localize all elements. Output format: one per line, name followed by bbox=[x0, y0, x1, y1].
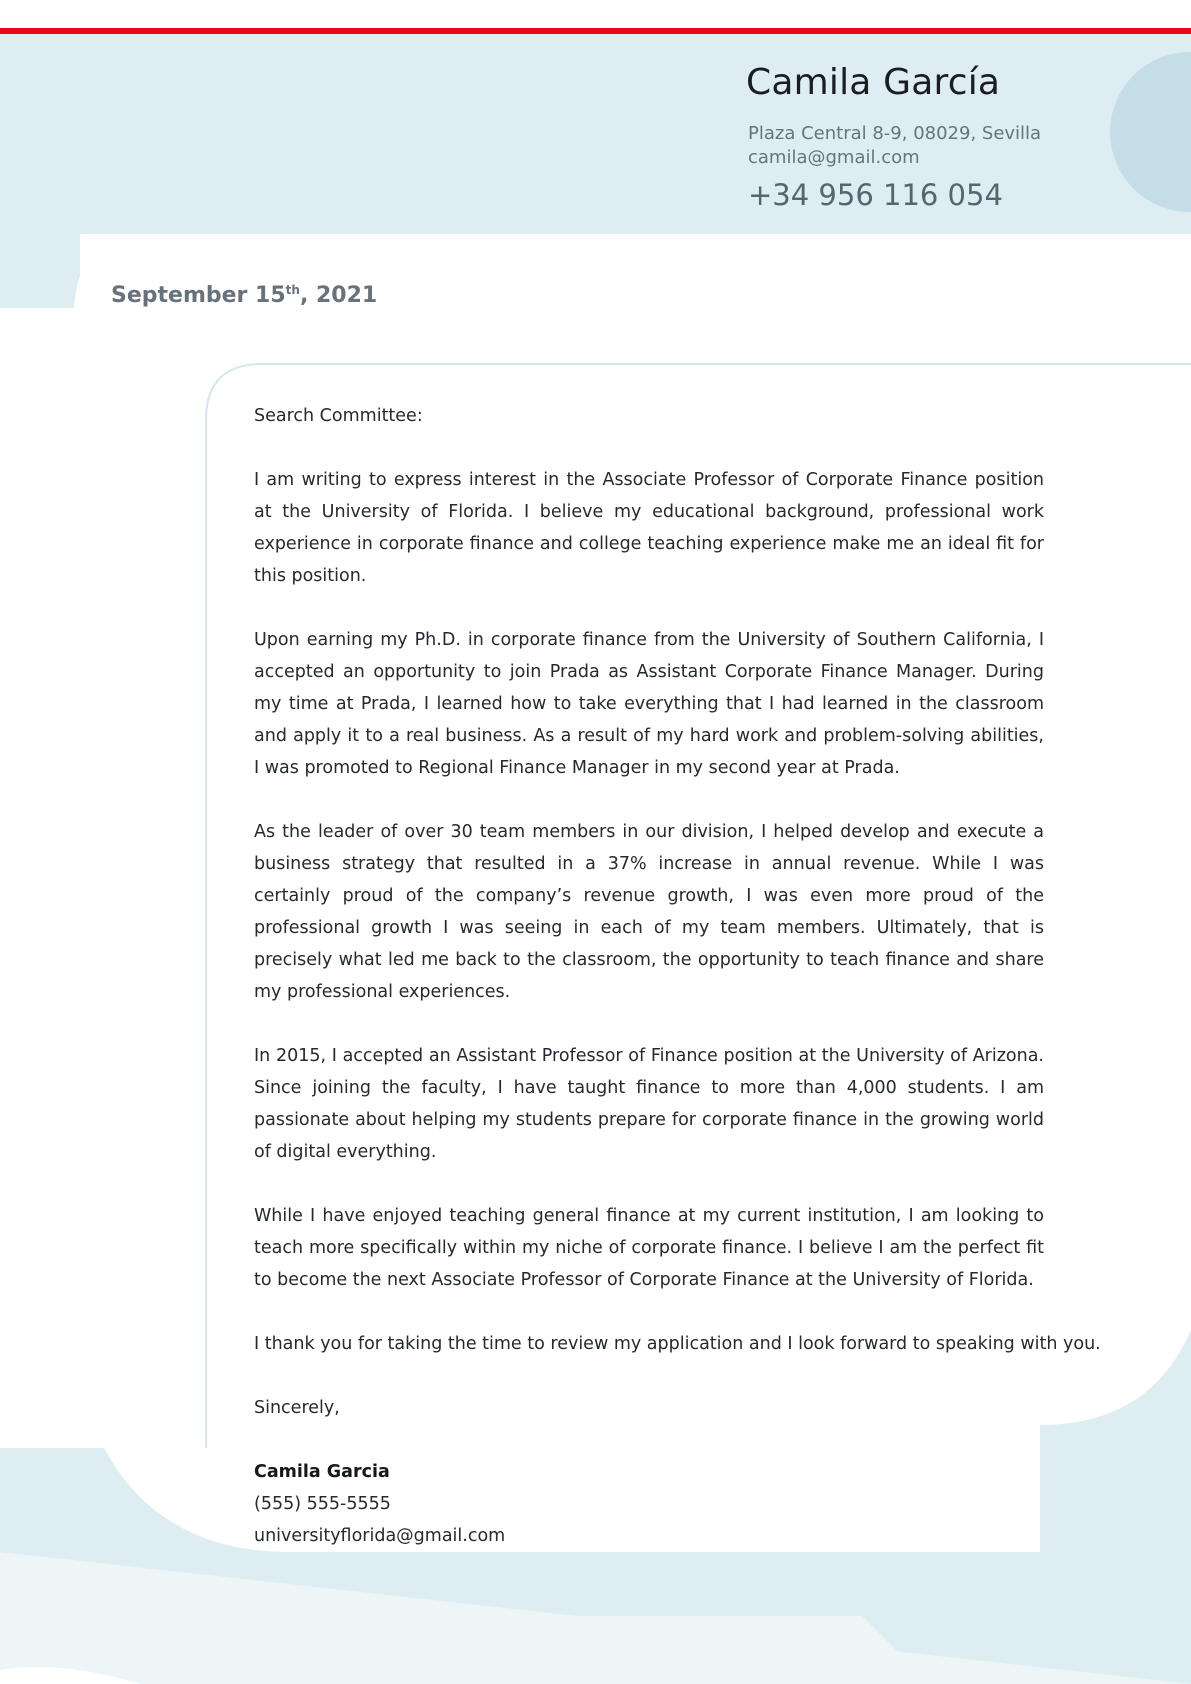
sender-name: Camila García bbox=[746, 62, 1001, 103]
closing: Sincerely, bbox=[254, 1398, 340, 1418]
sender-phone: +34 956 116 054 bbox=[748, 178, 1003, 212]
signature-block bbox=[254, 1456, 1044, 1552]
sender-address: Plaza Central 8-9, 08029, Sevilla bbox=[748, 123, 1042, 144]
date-ordinal-suffix: th bbox=[285, 283, 300, 297]
signature-phone: (555) 555-5555 bbox=[254, 1494, 391, 1514]
letterhead bbox=[746, 60, 1166, 214]
left-band bbox=[0, 234, 80, 308]
date-month-day: September 15 bbox=[111, 283, 286, 308]
thanks-line: I thank you for taking the time to review my application and I look forward to speaking with you. bbox=[254, 1334, 1101, 1354]
body-paragraph: Upon earning my Ph.D. in corporate finance from the University of Southern California, I accepted an opportunity to join Prada as Assistant Corporate Finance Manager. During my time at Prada, I learned how to take everything that I had learned in the classroom and apply it to a real business. As a result of my hard work and problem-solving abilities, I was promoted to Regional Finance Manager in my second year at Prada. bbox=[254, 630, 1044, 778]
signature-name: Camila Garcia bbox=[254, 1462, 390, 1482]
salutation: Search Committee: bbox=[254, 406, 423, 426]
body-paragraph: As the leader of over 30 team members in our division, I helped develop and execute a business strategy that resulted in a 37% increase in annual revenue. While I was certainly proud of the company’s revenue growth, I was even more proud of the professional growth I was seeing in each of my team members. Ultimately, that is precisely what led me back to the classroom, the opportunity to teach finance and share my professional experiences. bbox=[254, 822, 1044, 1002]
body-paragraph: In 2015, I accepted an Assistant Professor of Finance position at the University of Arizona. Since joining the faculty, I have taught finance to more than 4,000 students. I am passionate about helping my students prepare for corporate finance in the growing world of digital everything. bbox=[254, 1046, 1044, 1162]
letter-date bbox=[111, 283, 377, 308]
signature-email: universityflorida@gmail.com bbox=[254, 1526, 506, 1546]
top-accent-rule bbox=[0, 28, 1191, 34]
body-paragraph: I am writing to express interest in the Associate Professor of Corporate Finance position at the University of Florida. I believe my educational background, professional work experience in corporate finance and college teaching experience make me an ideal fit for this position. bbox=[254, 470, 1044, 586]
sender-email: camila@gmail.com bbox=[748, 147, 920, 168]
letter-body bbox=[254, 400, 1101, 1552]
body-paragraph: While I have enjoyed teaching general finance at my current institution, I am looking to teach more specifically within my niche of corporate finance. I believe I am the perfect fit to become the next Associate Professor of Corporate Finance at the University of Florida. bbox=[254, 1206, 1044, 1290]
date-year: , 2021 bbox=[299, 283, 378, 308]
